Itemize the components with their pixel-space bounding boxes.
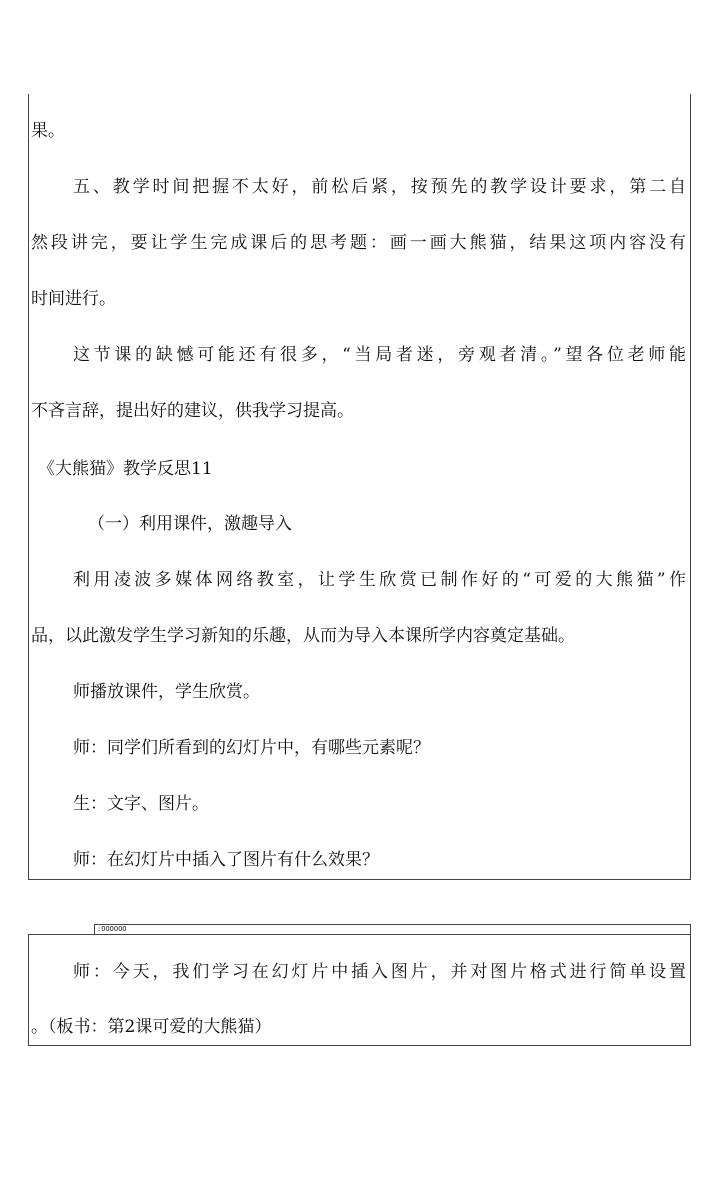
paragraph-line: 师播放课件，学生欣赏。 bbox=[73, 682, 260, 702]
section-heading: 《大熊猫》教学反思11 bbox=[38, 459, 213, 479]
paragraph-line: 师：同学们所看到的幻灯片中，有哪些元素呢？ bbox=[73, 738, 430, 758]
paragraph-line: 品，以此激发学生学习新知的乐趣，从而为导入本课所学内容奠定基础。 bbox=[31, 626, 575, 646]
paragraph-line: 利用凌波多媒体网络教室，让学生欣赏已制作好的“可爱的大熊猫”作 bbox=[73, 570, 686, 590]
paragraph-line: 师：在幻灯片中插入了图片有什么效果？ bbox=[73, 850, 379, 870]
paragraph-line: 不吝言辞，提出好的建议，供我学习提高。 bbox=[31, 401, 354, 421]
sub-heading: （一）利用课件，激趣导入 bbox=[88, 514, 292, 534]
paragraph-line: 五、教学时间把握不太好，前松后紧，按预先的教学设计要求，第二自 bbox=[73, 177, 686, 197]
paragraph-line: 然段讲完，要让学生完成课后的思考题：画一画大熊猫，结果这项内容没有 bbox=[31, 233, 686, 253]
paragraph-line: 果。 bbox=[31, 121, 65, 141]
paragraph-line: 。（板书：第2课可爱的大熊猫） bbox=[31, 1017, 272, 1037]
paragraph-line: 师：今天，我们学习在幻灯片中插入图片，并对图片格式进行简单设置 bbox=[73, 962, 686, 982]
paragraph-line: 生：文字、图片。 bbox=[73, 794, 209, 814]
paragraph-line: 这节课的缺憾可能还有很多，“当局者迷，旁观者清。”望各位老师能 bbox=[73, 345, 686, 365]
box-tag-strip: :OOOOOO bbox=[94, 924, 691, 934]
paragraph-line: 时间进行。 bbox=[31, 289, 116, 309]
content-box-top bbox=[28, 94, 691, 880]
